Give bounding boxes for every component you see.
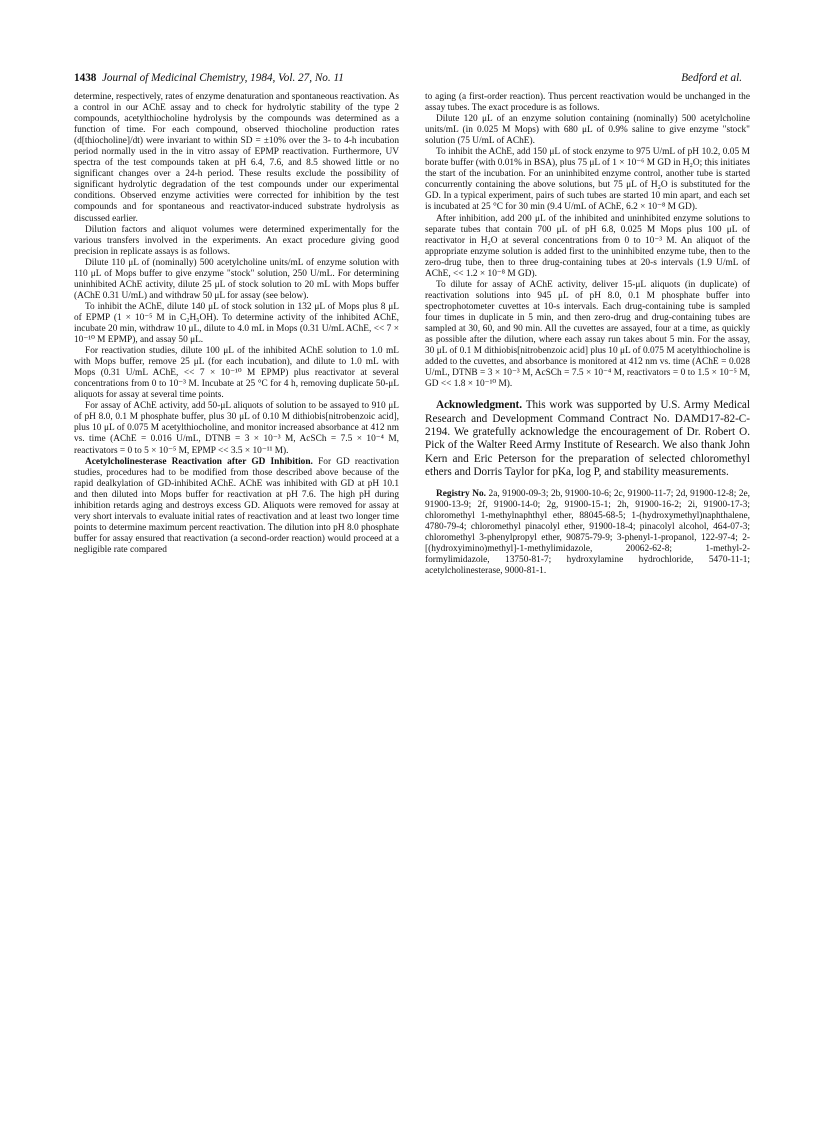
paragraph: Dilution factors and aliquot volumes were determined experimentally for the various transfers involved in the experiments. An exact procedure giving good precision in replicate assays is as follows.: [74, 224, 399, 257]
running-head-left: [74, 70, 344, 86]
section-body: For GD reactivation studies, procedures had to be modified from those described above because of the rapid dealkylation of GD-inhibited AChE. AChE was inhibited with GD at pH 10.1 and then diluted into Mops buffer for reactivation at pH 7.6. The high pH during inhibition retards aging and destroys excess GD. Aliquots were removed for assay at very short intervals to evaluate initial rates of reactivation and at least two longer time points to determine maximum percent reactivation. The dilution into pH 8.0 phosphate buffer for assay ensured that reactivation (a second-order reaction) would proceed at a negligible rate compared: [74, 456, 400, 555]
acknowledgment: [425, 399, 750, 479]
running-head: [74, 70, 742, 86]
paragraph: To dilute for assay of AChE activity, deliver 15-μL aliquots (in duplicate) of reactivation solutions into 945 μL of pH 8.0, 0.1 M phosphate buffer into spectrophotometer cuvettes at 10-s intervals. Each drug-containing tube is sampled four times in duplicate in 5 min, and then zero-drug and drug-containing tubes are sampled at 30, 60, and 90 min. All the cuvettes are assayed, four at a time, as quickly as possible after the dilution, where each assay run takes about 5 min. For the assay, 30 μL of 0.1 M dithiobis[nitrobenzoic acid] plus 10 μL of 0.075 M acetylthiocholine is added to the cuvettes, and absorbance is monitored at 412 nm vs. time (AChE = 0.028 U/mL, DTNB = 3 × 10⁻³ M, AcSCh = 7.5 × 10⁻⁴ M, reactivators = 0 to 1.5 × 10⁻⁵ M, GD << 1.8 × 10⁻¹⁰ M).: [425, 279, 750, 390]
registry-heading: Registry No.: [436, 488, 487, 499]
paragraph: Dilute 120 μL of an enzyme solution containing (nominally) 500 acetylcholine units/mL (in 0.025 M Mops) with 680 μL of 0.9% saline to give enzyme "stock" solution (75 U/mL of AChE).: [425, 114, 750, 147]
page-number: 1438: [74, 72, 97, 84]
paragraph: To inhibit the AChE, dilute 140 μL of stock solution in 132 μL of Mops plus 8 μL of EPMP (1 × 10⁻⁵ M in C₂H₅OH). To determine activity of the inhibited AChE, incubate 20 min, withdraw 10 μL, dilute to 4.0 mL in Mops (0.31 U/mL AChE, << 7 × 10⁻¹⁰ M EPMP), and assay 50 μL.: [74, 301, 399, 346]
section-heading: Acetylcholinesterase Reactivation after GD Inhibition.: [85, 456, 313, 467]
registry-body: 2a, 91900-09-3; 2b, 91900-10-6; 2c, 91900-11-7; 2d, 91900-12-8; 2e, 91900-13-9; 2f, 91900-14-0; 2g, 91900-15-1; 2h, 91900-16-2; 2i, 91900-17-3; chloromethyl 1-methylnaphthyl ether, 88045-68-5; 1-(hydroxymethyl)naphthalene, 4780-79-4; chloromethyl pinacolyl ether, 91900-18-4; pinacolyl alcohol, 464-07-3; chloromethyl 3-phenylpropyl ether, 90875-79-9; 3-phenyl-1-propanol, 122-97-4; 2-[(hydroxyimino)methyl]-1-methylimidazole, 20062-62-8; 1-methyl-2-formylimidazole, 13750-81-7; hydroxylamine hydrochloride, 5470-11-1; acetylcholinesterase, 9000-81-1.: [425, 488, 750, 577]
running-head-authors: Bedford et al.: [681, 72, 742, 84]
right-column: [425, 92, 750, 577]
paragraph: To inhibit the AChE, add 150 μL of stock enzyme to 975 U/mL of pH 10.2, 0.05 M borate buffer (with 0.01% in BSA), plus 75 μL of 1 × 10⁻⁶ M GD in H₂O; this initiates the start of the incubation. For an uninhibited enzyme control, another tube is started concurrently containing the above solutions, but 75 μL of H₂O is substituted for the GD. In a typical experiment, pairs of such tubes are started 10 min apart, and each set is incubated at 25 °C for 30 min (9.4 U/mL of AChE, 6.2 × 10⁻⁸ M GD).: [425, 147, 750, 213]
acknowledgment-heading: Acknowledgment.: [436, 399, 523, 412]
paragraph: For assay of AChE activity, add 50-μL aliquots of solution to be assayed to 910 μL of pH 8.0, 0.1 M phosphate buffer, plus 30 μL of 0.10 M dithiobis[nitrobenzoic acid], plus 10 μL of 0.075 M acetylthiocholine, and monitor increased absorbance at 412 nm vs. time (AChE = 0.016 U/mL, DTNB = 3 × 10⁻³ M, AcSCh = 7.5 × 10⁻⁴ M, reactivators = 0 to 5 × 10⁻⁵ M, EPMP << 3.5 × 10⁻¹¹ M).: [74, 401, 399, 456]
paragraph: Dilute 110 μL of (nominally) 500 acetylcholine units/mL of enzyme solution with 110 μL of Mops buffer to give enzyme "stock" solution, 250 U/mL. For determining uninhibited AChE activity, dilute 25 μL of stock solution to 20 mL with Mops buffer (AChE 0.31 U/mL) and withdraw 50 μL for assay (see below).: [74, 257, 399, 301]
journal-citation: Journal of Medicinal Chemistry, 1984, Vol. 27, No. 11: [101, 72, 344, 84]
paragraph: After inhibition, add 200 μL of the inhibited and uninhibited enzyme solutions to separate tubes that contain 700 μL of pH 6.8, 0.025 M Mops plus 100 μL of reactivator in H₂O at several concentrations from 0 to 10⁻³ M. An aliquot of the appropriate enzyme solution is added first to the uninhibited enzyme tube, then to the zero-drug tube, then to three drug-containing tubes at 20-s intervals (1.9 U/mL of AChE, << 1.2 × 10⁻⁸ M GD).: [425, 213, 750, 279]
paragraph: determine, respectively, rates of enzyme denaturation and spontaneous reactivation. As a control in our AChE assay and to check for hydrolytic stability of the type 2 compounds, acetylthiocholine hydrolysis by the compounds was determined as a function of time. For each compound, observed thiocholine production rates (d[thiocholine]/dt) were invariant to within SD = ±10% over the 3- to 4-h incubation period normally used in the in vitro assay of EPMP reactivation. Furthermore, UV spectra of the test compounds taken at pH 6.4, 7.6, and 8.5 showed little or no significant changes over a 24-h period. These results exclude the possibility of significant hydrolytic degradation of the test compounds under our experimental conditions. Observed enzyme activities were corrected for inhibition by the test compounds and for spontaneous and reactivator-induced substrate hydrolysis as discussed earlier.: [74, 92, 399, 224]
registry-numbers: [425, 489, 750, 577]
acknowledgment-body: This work was supported by U.S. Army Medical Research and Development Command Contract No. DAMD17-82-C-2194. We gratefully acknowledge the encouragement of Dr. Robert O. Pick of the Walter Reed Army Institute of Research. We also thank John Kern and Eric Peterson for the preparation of selected chloromethyl ethers and Dorris Taylor for pKa, log P, and stability measurements.: [425, 399, 750, 479]
paragraph: to aging (a first-order reaction). Thus percent reactivation would be unchanged in the assay tubes. The exact procedure is as follows.: [425, 92, 750, 114]
section-paragraph: [74, 457, 399, 556]
paragraph: For reactivation studies, dilute 100 μL of the inhibited AChE solution to 1.0 mL with Mops buffer, remove 25 μL (for each incubation), and dilute to 1.0 mL with Mops (0.31 U/mL AChE, << 7 × 10⁻¹⁰ M EPMP) plus reactivator at several concentrations from 0 to 10⁻³ M. Incubate at 25 °C for 4 h, removing duplicate 50-μL aliquots for assay at several time points.: [74, 346, 399, 401]
left-column: [74, 92, 399, 556]
